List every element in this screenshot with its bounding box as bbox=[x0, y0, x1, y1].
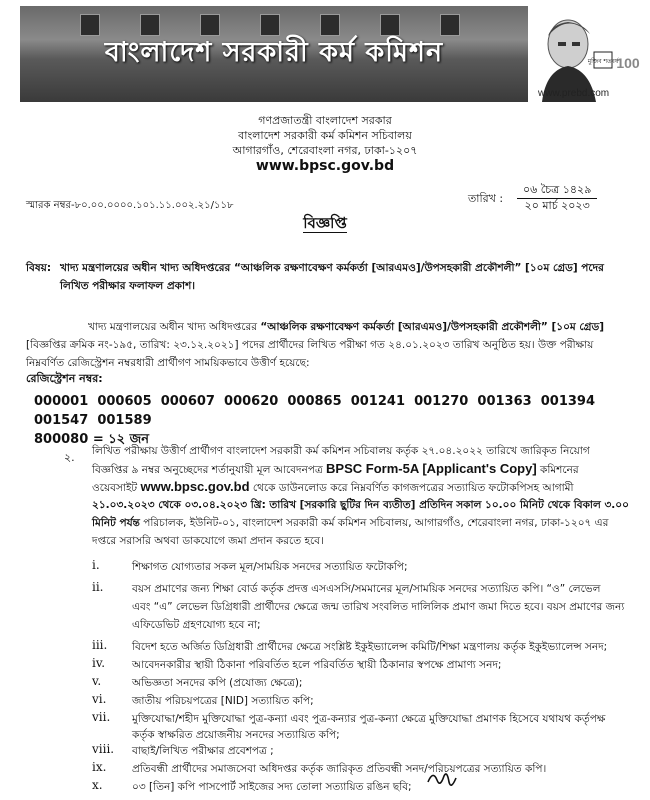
doc-num: iii. bbox=[92, 638, 108, 652]
doc-num: viii. bbox=[92, 742, 115, 756]
portrait-year: 100 bbox=[616, 55, 640, 71]
doc-num: iv. bbox=[92, 656, 106, 670]
registration-label: রেজিস্ট্রেশন নম্বর: bbox=[26, 372, 103, 385]
doc-item: অভিজ্ঞতা সনদের কপি (প্রযোজ্য ক্ষেত্রে); bbox=[132, 677, 303, 689]
para2-line-5: মিনিট পর্যন্ত পরিচালক, ইউনিট-০১, বাংলাদেশ সরকারী কর্ম কমিশন সচিবালয়, আগারগাঁও, শেরেবাংলা নগর, ঢাকা-১২০৭ এর bbox=[92, 517, 609, 529]
doc-num: x. bbox=[92, 778, 103, 792]
doc-item: প্রতিবন্ধী প্রার্থীদের সমাজসেবা অধিদপ্তর কর্তৃক জারিকৃত প্রতিবন্ধী সনদ/পরিচয়পত্রের সত্যায়িত কপি। bbox=[132, 763, 547, 775]
doc-item: বয়স প্রমাণের জন্য শিক্ষা বোর্ড কর্তৃক প্রদত্ত এসএসসি/সমমানের মূল/সাময়িক সনদের সত্যায়িত কপি। “ও” লেভেল bbox=[132, 583, 601, 595]
header-banner bbox=[20, 6, 528, 102]
para2-line-4: ২১.০৩.২০২৩ থেকে ০৩.০৪.২০২৩ খ্রি: তারিখ [সরকারি ছুটির দিন ব্যতীত] প্রতিদিন সকাল ১০.০০ মিনিট থেকে বিকাল ৩.০০ bbox=[92, 499, 629, 511]
date-english: ২০ মার্চ ২০২৩ bbox=[524, 199, 590, 212]
reg-number: 001270 bbox=[414, 394, 469, 409]
doc-item: মুক্তিযোদ্ধা/শহীদ মুক্তিযোদ্ধা পুত্র-কন্যা এবং পুত্র-কন্যার পুত্র-কন্যা ক্ষেত্রে মুক্তিযোদ্ধা প্রমাণক হিসেবে যথাযথ কর্তৃপক্ষ bbox=[132, 713, 606, 725]
date-label: তারিখ : bbox=[468, 192, 504, 205]
reg-number: 001363 bbox=[477, 394, 532, 409]
doc-item: এবং “এ” লেভেল ডিগ্রিধারী প্রার্থীদের ক্ষেত্রে জন্ম তারিখ সংবলিত দালিলিক প্রমাণ জমা দিতে হবে। বয়স প্রমাণের জন্য bbox=[132, 601, 625, 613]
reg-number: 000607 bbox=[160, 394, 215, 409]
para1-line-2: [বিজ্ঞপ্তির ক্রমিক নং-১৯৫, তারিখ: ২৩.১২.২০২১] পদের প্রার্থীদের লিখিত পরীক্ষা গত ২৪.০১.২০২৩ তারিখ অনুষ্ঠিত হয়। উক্ত পরীক্ষায় bbox=[26, 339, 594, 351]
doc-num: ii. bbox=[92, 580, 104, 594]
para2-number: ২. bbox=[64, 451, 75, 464]
para2-line-1: লিখিত পরীক্ষায় উত্তীর্ণ প্রার্থীগণ বাংলাদেশ সরকারী কর্ম কমিশন সচিবালয় কর্তৃক ২৭.০৪.২০২২ তারিখে জারিকৃত নিয়োগ bbox=[92, 445, 590, 457]
date-block bbox=[517, 183, 597, 213]
registration-list bbox=[34, 392, 624, 449]
doc-item: বাছাই/লিখিত পরীক্ষার প্রবেশপত্র ; bbox=[132, 745, 274, 757]
banner-title: বাংলাদেশ সরকারী কর্ম কমিশন bbox=[104, 37, 444, 68]
reg-number: 001547 bbox=[34, 413, 89, 428]
para2-line-6: দপ্তরে সরাসরি অথবা ডাকযোগে জমা প্রদান করতে হবে। bbox=[92, 535, 324, 547]
subject-label: বিষয়: bbox=[26, 262, 52, 274]
date-bangla: ০৬ চৈত্র ১৪২৯ bbox=[517, 183, 597, 199]
reg-number: 000001 bbox=[34, 394, 89, 409]
para1-line-1: খাদ্য মন্ত্রণালয়ের অধীন খাদ্য অধিদপ্তরের “আঞ্চলিক রক্ষণাবেক্ষণ কর্মকর্তা [আরএমও]/উপসহকারী প্রকৌশলী” [১০ম গ্রেড] bbox=[88, 321, 605, 333]
doc-item: কর্তৃক স্বাক্ষরিত প্রয়োজনীয় সনদের সত্যায়িত কপি; bbox=[132, 729, 340, 741]
subject-line-1: খাদ্য মন্ত্রণালয়ের অধীন খাদ্য অধিদপ্তরের “আঞ্চলিক রক্ষণাবেক্ষণ কর্মকর্তা [আরএমও]/উপসহকারী প্রকৌশলী” [১০ম গ্রেড] পদের bbox=[60, 262, 604, 274]
doc-num: ix. bbox=[92, 760, 107, 774]
subject-line-2: লিখিত পরীক্ষার ফলাফল প্রকাশ। bbox=[60, 280, 196, 292]
reg-number: 000605 bbox=[97, 394, 152, 409]
govt-line: গণপ্রজাতন্ত্রী বাংলাদেশ সরকার bbox=[258, 114, 392, 127]
bpsc-website[interactable]: www.bpsc.gov.bd bbox=[255, 158, 395, 174]
doc-item: জাতীয় পরিচয়পত্রের [NID] সত্যায়িত কপি; bbox=[132, 695, 314, 707]
doc-num: v. bbox=[92, 674, 102, 688]
doc-item: এফিডেভিট গ্রহণযোগ্য হবে না; bbox=[132, 619, 261, 631]
reg-total: = ১২ জন bbox=[92, 432, 150, 447]
prebd-link[interactable]: www.prebd.com bbox=[538, 88, 610, 99]
reg-number: 800080 bbox=[34, 432, 89, 447]
reg-number: 001589 bbox=[97, 413, 152, 428]
doc-item: শিক্ষাগত যোগ্যতার সকল মূল/সাময়িক সনদের সত্যায়িত ফটোকপি; bbox=[132, 561, 408, 573]
reg-number: 000620 bbox=[224, 394, 279, 409]
reg-number: 001241 bbox=[350, 394, 405, 409]
bpsc-form-name: BPSC Form-5A [Applicant's Copy] bbox=[326, 461, 537, 476]
doc-item: ০৩ [তিন] কপি পাসপোর্ট সাইজের সদ্য তোলা সত্যায়িত রঙিন ছবি; bbox=[132, 781, 412, 793]
reg-number: 001394 bbox=[540, 394, 596, 409]
para2-line-2: বিজ্ঞপ্তির ৯ নম্বর অনুচ্ছেদের শর্তানুযায়ী মূল আবেদনপত্র BPSC Form-5A [Applicant's Copy] কমিশনের bbox=[92, 461, 579, 476]
para1-line-3: নিম্নবর্ণিত রেজিস্ট্রেশন নম্বরধারী প্রার্থীগণ সাময়িকভাবে উত্তীর্ণ হয়েছে: bbox=[26, 357, 310, 369]
address-line: আগারগাঁও, শেরেবাংলা নগর, ঢাকা-১২০৭ bbox=[232, 144, 418, 157]
doc-num: vii. bbox=[92, 710, 111, 724]
para2-website[interactable]: www.bpsc.gov.bd bbox=[140, 479, 250, 494]
memo-reference: স্মারক নম্বর-৮০.০০.০০০০.১০১.১১.০০২.২১/১১৮ bbox=[26, 200, 234, 211]
signature-mark bbox=[425, 768, 459, 796]
doc-item: বিদেশ হতে অর্জিত ডিগ্রিধারী প্রার্থীদের ক্ষেত্রে সংশ্লিষ্ট ইকুইভ্যালেন্স কমিটি/শিক্ষা মন্ত্রণালয় কর্তৃক ইকুইভ্যালেন্স সনদ; bbox=[132, 641, 608, 653]
para2-line-3: ওয়েবসাইট www.bpsc.gov.bd থেকে ডাউনলোড করে নিম্নবর্ণিত কাগজপত্রের সত্যায়িত ফটোকপিসহ আগামী bbox=[92, 479, 574, 494]
secretariat-line: বাংলাদেশ সরকারী কর্ম কমিশন সচিবালয় bbox=[238, 129, 412, 142]
portrait-badge: মুজিব শতবর্ষ bbox=[587, 58, 619, 65]
doc-num: vi. bbox=[92, 692, 107, 706]
doc-item: আবেদনকারীর স্থায়ী ঠিকানা পরিবর্তিত হলে পরিবর্তিত স্থায়ী ঠিকানার স্বপক্ষে প্রামাণ্য সনদ; bbox=[132, 659, 502, 671]
reg-number: 000865 bbox=[287, 394, 342, 409]
doc-num: i. bbox=[92, 558, 100, 572]
notice-title: বিজ্ঞপ্তি bbox=[303, 214, 347, 232]
